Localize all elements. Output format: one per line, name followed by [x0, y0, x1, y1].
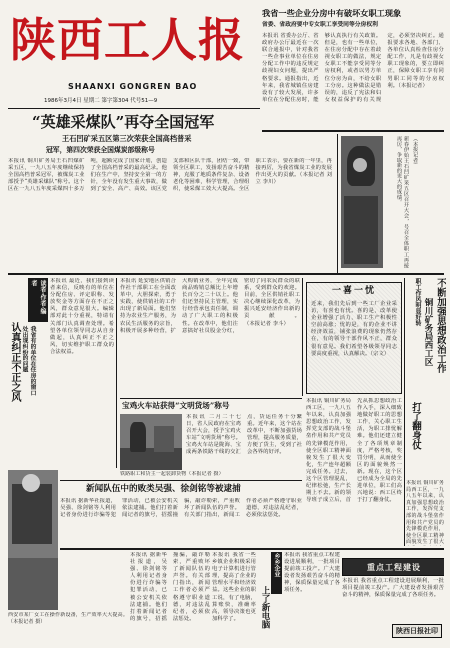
top-right-article [262, 8, 444, 128]
masthead-title: 陕西工人报 [10, 13, 245, 67]
left-strip-intro: 我省有的单位在住房的窗口处出现纠纷的问题 [21, 326, 35, 396]
left-strip-headline: 认真纠正不正之风 [9, 322, 20, 402]
right-column-headlines [406, 278, 446, 478]
masthead-pinyin: SHAANXI GONGREN BAO [68, 82, 198, 91]
right-headline-b: 职工作风明显好转 [414, 278, 421, 326]
right-column-body-wide: 本报讯 铜川矿务局西工区，一九八五年以来，认真加强思想政治工作，发挥党支部的战斗堡垒作用和共产党员的先锋模范作用，使全区职工精神面貌发生了很大变化，生产连年超额完成任务。过去，这个区管理混乱，纪律松弛，生产长期上不去。新的领导班子成立后，首先从抓思想政治工作入手，深入细致地做好职工的思想工作，关心职工生活，为职工排忧解难。他们还建立健全了各项规章制度，严格考核，奖罚分明，从而使全区的面貌焕然一新。现在，这个区已经成为全局的先进单位，职工们高兴地说：西工区终于打了翻身仗。 [306, 398, 402, 504]
left-strip-tag: 读者·作者·编者 [28, 278, 48, 322]
news-team-headline: 新闻队伍中的败类吴强、徐剑铭等被逮捕 [86, 484, 241, 494]
lead-sub1: 王石凹矿采五区第三次荣获全国高档普采 [62, 134, 192, 143]
joy-box-body: 近来，我们先后到一些工厂企业采访，有喜也有忧。喜的是，改革使企业增强了活力，职工生产积极性空前高涨；忧的是，有的企业不讲经济效益，铺张浪费的现象仍然存在，有的领导干部作风不正，群众很有意见。我们希望各级领导同志要高度重视，认真解决。（宗文） [311, 301, 397, 357]
right-headline-d: 打了翻身仗 [410, 402, 421, 450]
railway-body: 本报讯 二月二十七日，省人民政府在宝鸡召开大会，授予宝鸡火车站“文明货场”称号。宝鸡火车站是陇海、宝成两条铁路干线的交汇点，货运任务十分繁重。近年来，这个站在改革中，不断加强货场管理，提高服务质量，方便了货主，受到了社会各界的好评。 [186, 414, 302, 456]
joy-box-title: 一喜一忧 [331, 286, 376, 296]
bottom-mid [212, 552, 282, 640]
bottom-mid-body: 本报讯 我省一些乡镇企业积极采用电子计算机进行管理，提高了企业的管理水平和经济效益。这些企业的职工说，有了电脑，算账快，准确率高，领导决策也更加科学了。 [212, 552, 256, 622]
bottom-right-stamp: 陕西日报社印 [392, 624, 442, 638]
worker-photo-caption: 西安市某厂女工在操作新设备，生产效率大大提高。（本报记者 摄） [8, 612, 128, 625]
bottom-right-headline: 重点工程建设 [367, 562, 421, 572]
top-right-body: 本报讯 省委办公厅、省政府办公厅最近在一次联合通报中，针对我省一些企事业单位在住房分配工作中的违反规定歧视妇女问题，提出严格要求。通报指出，近年来，我省城镇住房建设有了较大发展，许多单位在分配住房时，能够认真执行有关政策。但是，也有一些单位，在住房分配中存在着歧视女职工的做法，规定女职工不能享受同等分房权利，或者以男方单位分房为由，不给女职工分房。这种做法是错误的，违反了宪法和妇女权益保护的有关规定，必须坚决纠正。通报要求各地、各部门、各单位认真检查住房分配工作，凡是有歧视女职工现象的，要立即纠正，保障女职工享有同男职工同等的分房权利。（本报记者） [262, 33, 444, 103]
masthead [8, 8, 260, 108]
bottom-mid-headline: 上了新电脑 [260, 586, 270, 629]
right-headline-c: 铜川矿务局西工区 [423, 298, 433, 366]
lead-body: 本报讯 铜川矿务局王石凹煤矿采五区，一九八五年度继续保持全国高档普采冠军，被煤炭工业部授予“英雄采煤队”称号。这个区在一九八五年度采煤四十多万吨，超额完成了国家计划，创造了全国高档普采的最高纪录。他们在生产中，坚持安全第一的方针，全年没有发生重大事故，做到了安全、高产、高效。该区党支部和区队干部，团结一致，带领全区职工，发扬艰苦奋斗的精神，克服了地质条件复杂、设备老化等困难，科学管理，合理组织，使采煤工效大大提高。全区职工表示，要在新的一年里，再接再厉，为我省煤炭工业的发展作出更大的贡献。（本报记者 刘立 李川） [8, 158, 332, 193]
lead-headline: “英雄采煤队”再夺全国冠军 [32, 113, 215, 131]
railway-headline: 宝鸡火车站获得“文明货场”称号 [122, 401, 230, 410]
railway-photo [120, 414, 182, 470]
news-team-body: 本报讯 据新华社报道，吴强、徐剑铭等人利用记者身份进行诈骗等犯罪活动，已被公安机关依法逮捕。他们打着新闻记者的旗号，招摇撞骗，敲诈勒索，严重败坏了新闻队伍的声誉。有关部门指出，新闻工作者必须严格遵守职业道德，对违法乱纪者，必须依法惩处。 [60, 498, 302, 519]
worker-photo [8, 470, 58, 610]
joy-box [306, 282, 402, 394]
bottom-right-body: 本报讯 我省重点工程建设进展顺利，一批项目提前竣工投产。广大建设者发扬艰苦奋斗的精神，保质保量完成了各项任务。 [342, 578, 444, 599]
lead-sub2: 冠军，第四次荣获全国煤炭部级称号 [46, 146, 155, 154]
bottom-right-banner [342, 558, 444, 576]
lead-byline-right: （本报记者） [412, 136, 419, 168]
left-strip [8, 278, 48, 468]
masthead-dateline: 1986年3月4日 星期二 第字第304 代号51—9 [44, 98, 158, 104]
left-strip-body: 本报讯 最近，我们接到读者来信，反映有的单位在分配住房、评定职称、发放奖金等方面存在不正之风，群众意见很大。编辑部对此十分重视，特请有关部门认真调查处理。希望各单位领导同志从自身做起，认真纠正不正之风，切实维护职工群众的合法权益。 [50, 278, 114, 355]
bottom-right-box [342, 552, 444, 640]
coal-team-photo [341, 136, 383, 268]
mid-article: 本报讯 延安地区供销合作社干部职工在全面改革中，大胆探索，勇于实践，使供销社的工作出现了新局面。他们坚持为农业生产服务，为农民生活服务的宗旨，积极开展多种经营，扩大购销业务，全年完成商品购销总额比上年增长百分之二十以上。他们还坚持民主管理，实行经营承包责任制，调动了广大职工的积极性。在改革中，他们注意搞好社员股金分红，密切了同农民群众的联系，受到群众的欢迎。目前，全区供销社职工决心继续深化改革，为振兴延安经济作出新的贡献。（本报记者 李斗） [120, 278, 300, 334]
right-column-body: 本报讯 铜川矿务局西工区，一九八五年以来，认真加强思想政治工作，发挥党支部的战斗堡垒作用和共产党员的先锋模范作用，使全区职工精神面貌发生了很大 [406, 480, 444, 546]
top-right-subheadline: 省委、省政府要中专女职工享受同等分房权利 [262, 22, 378, 28]
right-headline-a: 不断加强思想政治工作 [435, 278, 446, 373]
top-right-headline: 我省一些企业分房中有破坏女职工现象 [262, 8, 402, 18]
bottom-left-body: 本报讯 据新华社报道，吴强、徐剑铭等人利用记者身份进行诈骗等犯罪活动，已被公安机关依法逮捕。他们打着新闻记者的旗号，招摇撞骗，敲诈勒索，严重败坏了新闻队伍的声誉。有关部门指出，新闻工作者必须严格遵守职业道德，对违法乱纪者，必须依法惩处。 [130, 552, 210, 622]
lead-sidebar: 新春伊始王石凹矿采五区召开大会，号召全体职工再接再厉，争取新的更大的成绩。 [396, 136, 409, 268]
railway-caption: 铁路职工和货主一起装卸货物（本报记者 摄） [120, 471, 224, 477]
bottom-center-body: 本报讯 我省重点工程建设进展顺利，一批项目提前竣工投产。广大建设者发扬艰苦奋斗的精神，保质保量完成了各项任务。 [284, 552, 340, 594]
bottom-mid-tag: 乡乡企业 [271, 552, 282, 594]
